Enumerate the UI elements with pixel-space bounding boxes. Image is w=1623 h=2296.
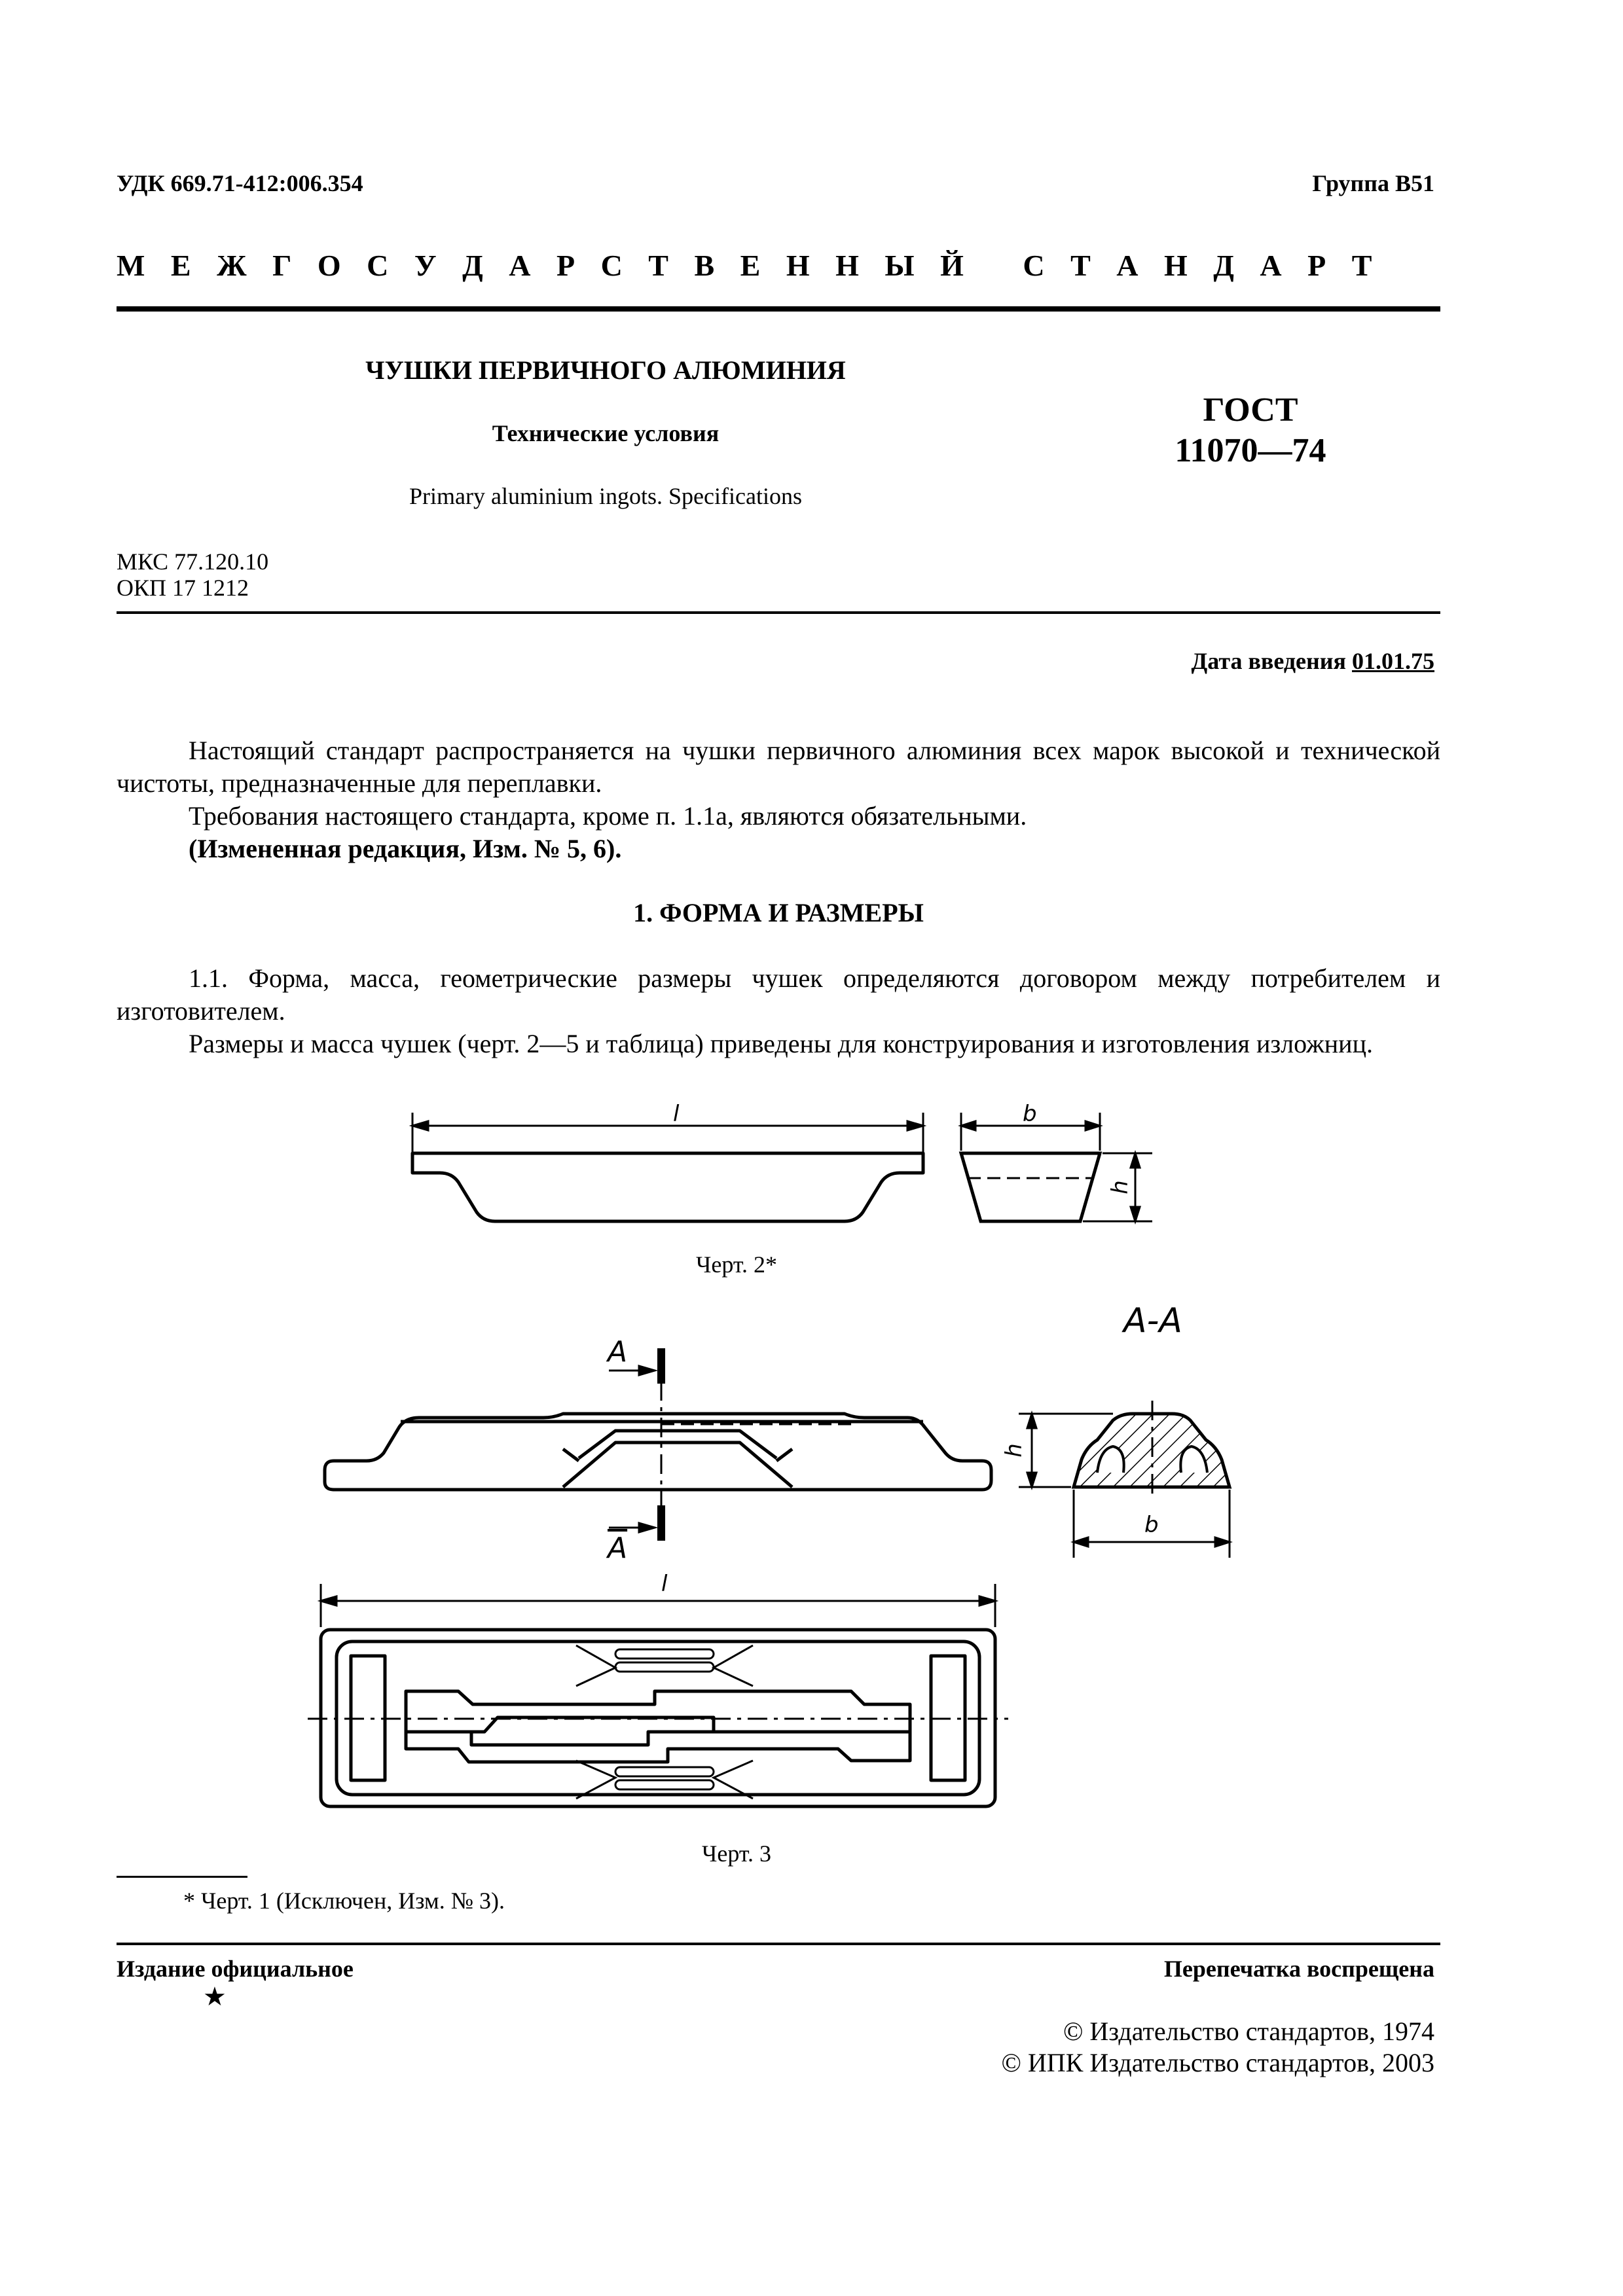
fig3-dimension-h (1019, 1414, 1113, 1487)
fig3-grip-ribs (576, 1645, 753, 1799)
fig3-label-h: h (1000, 1443, 1027, 1458)
header-thick-rule (117, 306, 1440, 312)
document-title-english: Primary aluminium ingots. Specifications (409, 483, 802, 509)
footnote-text: * Черт. 1 (Исключен, Изм. № 3). (183, 1888, 505, 1914)
fig3-label-b: b (1144, 1512, 1159, 1538)
fig3-dimension-l (321, 1584, 995, 1627)
paragraph-amendment: (Измененная редакция, Изм. № 5, 6). (189, 834, 622, 863)
official-edition: Издание официальное (117, 1956, 354, 1982)
udk-code: УДК 669.71-412:006.354 (117, 170, 363, 196)
okp-code: ОКП 17 1212 (117, 575, 249, 601)
interstate-standard-banner: М Е Ж Г О С У Д А Р С Т В Е Н Н Ы Й С Т А Н Д А Р Т (117, 249, 1381, 282)
ingot-side-outline (412, 1153, 923, 1221)
star-icon: ★ (203, 1982, 227, 2011)
document-title: ЧУШКИ ПЕРВИЧНОГО АЛЮМИНИЯ (365, 355, 846, 385)
paragraph-mandatory: Требования настоящего стандарта, кроме п. 1.1а, являются обязательными. (189, 801, 1027, 831)
introduction-date-value: 01.01.75 (1352, 648, 1434, 674)
fig3-section-aa (1074, 1414, 1230, 1487)
mks-code: МКС 77.120.10 (117, 548, 269, 575)
fig3-label-l: l (661, 1571, 668, 1597)
fig3-cut-mark-top (657, 1348, 665, 1384)
fig3-section-label: А-А (1123, 1301, 1182, 1340)
fig3-cut-arrows (609, 1366, 655, 1532)
gost-number: 11070—74 (1175, 432, 1326, 469)
fig3-cut-mark-bottom (657, 1505, 665, 1541)
ingot-end-outline (961, 1153, 1100, 1221)
paragraph-1-1: 1.1. Форма, масса, геометрические размеры чушек определяются договором между потребителем и изготовителем. (117, 963, 1440, 1026)
fig2-label-b: b (1023, 1101, 1037, 1127)
copyright-1974: © Издательство стандартов, 1974 (1063, 2017, 1434, 2046)
fig3-cut-label-bottom: $\overline{A}$ (608, 1532, 628, 1565)
introduction-date (1192, 645, 1435, 677)
paragraph-dimensions: Размеры и масса чушек (черт. 2—5 и таблица) приведены для конструирования и изготовления изложниц. (189, 1029, 1373, 1058)
fig2-dimension-l (412, 1113, 923, 1152)
fig2-label-l: l (673, 1101, 680, 1127)
document-subtitle: Технические условия (492, 420, 720, 446)
footnote-rule (117, 1876, 247, 1878)
figure-3-caption: Черт. 3 (702, 1840, 771, 1867)
group-code: Группа В51 (1312, 170, 1434, 196)
fig3-side-profile (325, 1414, 991, 1490)
fig3-plan-view (321, 1630, 995, 1806)
section-1-heading: 1. ФОРМА И РАЗМЕРЫ (633, 898, 924, 927)
reprint-prohibited: Перепечатка воспрещена (1163, 1956, 1434, 1982)
gost-label: ГОСТ (1203, 391, 1298, 429)
footer-rule (117, 1943, 1440, 1945)
classification-rule (117, 611, 1440, 614)
figure-2-caption: Черт. 2* (696, 1251, 777, 1278)
fig3-cut-label-top: A (608, 1335, 628, 1369)
fig2-label-h: h (1106, 1180, 1133, 1194)
copyright-2003: © ИПК Издательство стандартов, 2003 (1001, 2048, 1434, 2077)
introduction-date-label: Дата введения (1191, 648, 1346, 674)
paragraph-scope: Настоящий стандарт распространяется на чушки первичного алюминия всех марок высокой и технической чистоты, предназначенные для переплавки. (117, 736, 1440, 798)
